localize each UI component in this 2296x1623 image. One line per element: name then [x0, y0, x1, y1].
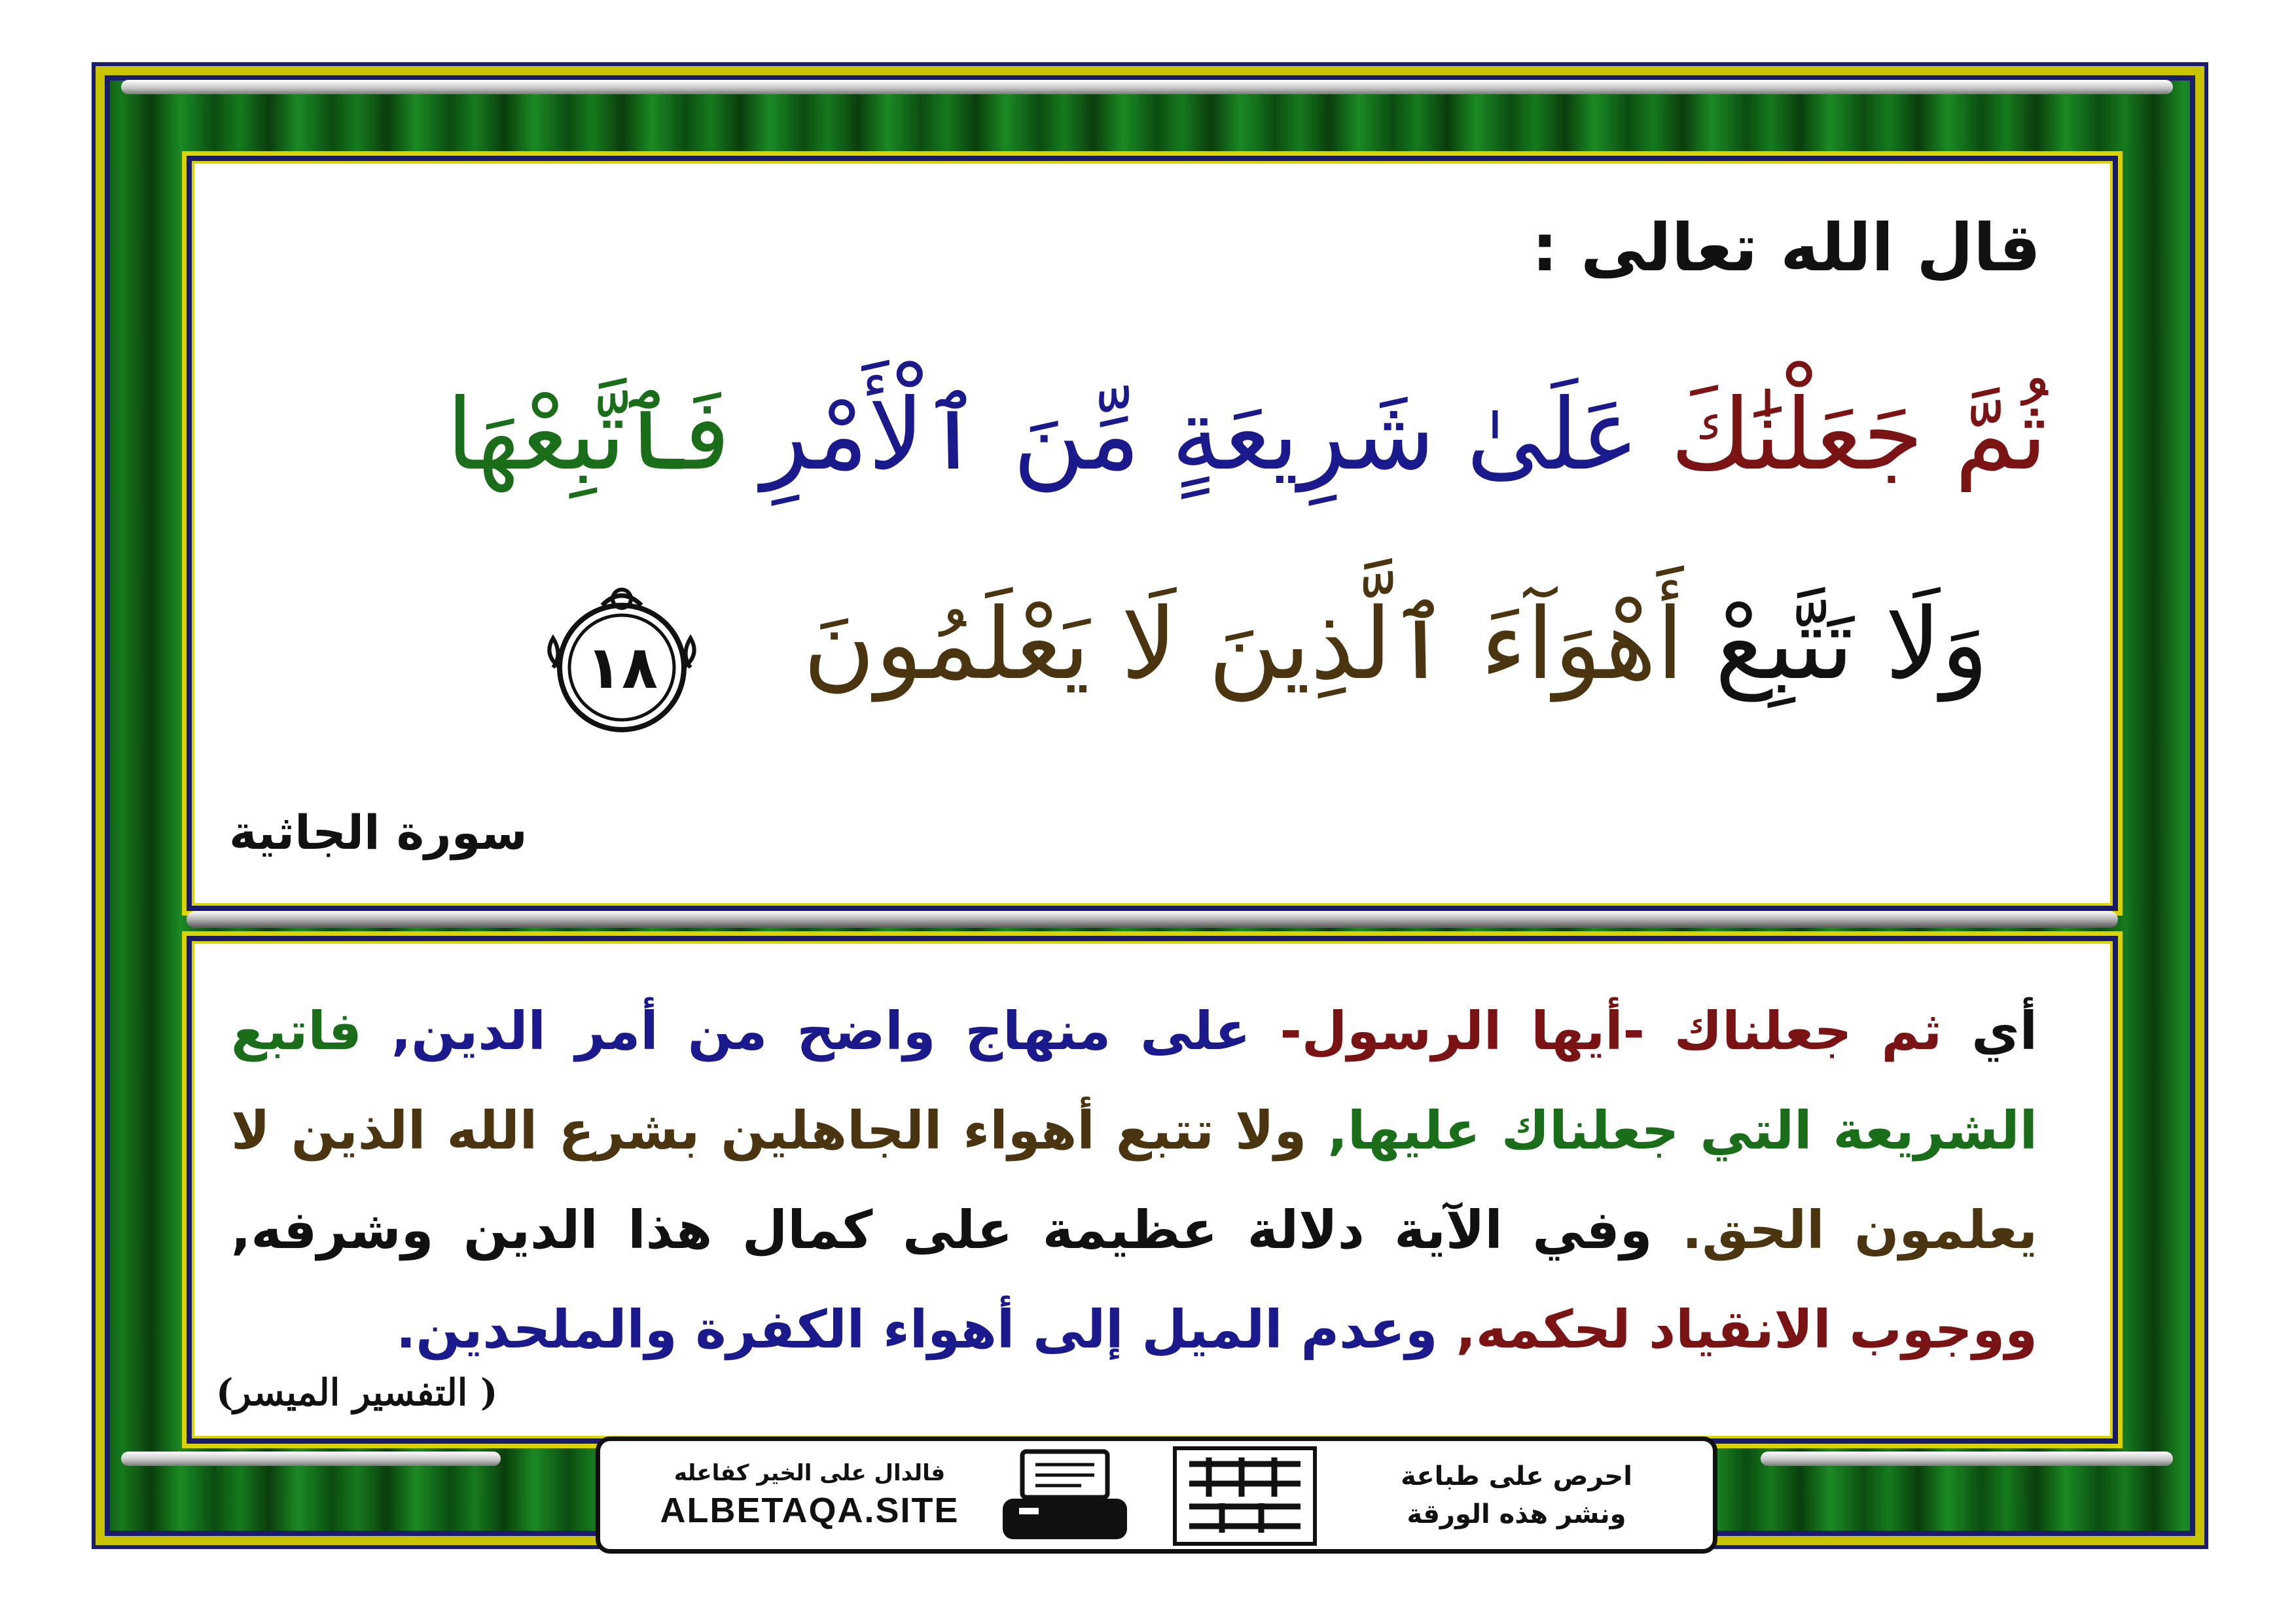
- footer-print-line-2: ونشر هذه الورقة: [1407, 1499, 1626, 1529]
- frame-bottom-bar-right: [1761, 1452, 2173, 1466]
- verse-segment: ثُمَّ جَعَلْنَٰكَ: [1670, 378, 2047, 492]
- dawah-logo: [1170, 1444, 1320, 1548]
- tafsir-segment: ووجوب الانقياد لحكمه,: [1456, 1299, 2037, 1360]
- verse-segment: أَهْوَآءَ ٱلَّذِينَ لَا يَعْلَمُونَ: [803, 588, 1684, 702]
- tafsir-segment: وعدم الميل إلى أهواء الكفرة والملحدين.: [395, 1299, 1438, 1360]
- tafsir-segment: وفي الآية دلالة عظيمة على كمال هذا الدين وشرفه,: [231, 1200, 1653, 1260]
- verse-line-1: [215, 378, 2047, 492]
- tafsir-segment: أي: [1971, 1001, 2037, 1061]
- verse-segment: عَلَىٰ شَرِيعَةٍ مِّنَ ٱلْأَمْرِ: [761, 378, 1640, 492]
- tafsir-segment: ولا تتبع أهواء الجاهلين بشرع الله الذين لا يعلمون الحق.: [231, 1100, 2038, 1260]
- footer-slogan: فالدال على الخير كفاعله: [673, 1459, 946, 1486]
- verse-line-2: [156, 588, 1988, 702]
- tafsir-segment: ثم جعلناك -أيها الرسول-: [1280, 1001, 1943, 1061]
- footer-site-block: [600, 1441, 1019, 1549]
- tafsir-source: ( التفسير الميسر): [216, 1371, 498, 1414]
- printer-icon: [996, 1446, 1134, 1544]
- tafsir-text: [231, 982, 2037, 1380]
- footer-print-block: [1320, 1441, 1713, 1549]
- frame-top-bar: [121, 80, 2173, 94]
- ayah-number-marker: [540, 579, 704, 743]
- tafsir-segment: على منهاج واضح من أمر الدين,: [391, 1001, 1251, 1061]
- footer-print-line-1: احرص على طباعة: [1401, 1461, 1632, 1491]
- verse-segment: وَلَا تَتَّبِعْ: [1715, 588, 1988, 702]
- surah-name: سورة الجاثية: [229, 805, 528, 860]
- tafsir-segment: فاتبع الشريعة التي جعلناك عليها,: [231, 1001, 2037, 1161]
- frame-bottom-bar-left: [121, 1452, 501, 1466]
- logo-icon: [1170, 1444, 1320, 1548]
- panel-divider: [187, 911, 2118, 928]
- ayah-number: ١٨: [586, 633, 658, 702]
- verse-intro: قال الله تعالى :: [1532, 209, 2041, 286]
- footer-banner: [596, 1436, 1717, 1554]
- footer-site-link[interactable]: ALBETAQA.SITE: [660, 1490, 960, 1530]
- verse-segment: فَٱتَّبِعْهَا: [446, 378, 730, 492]
